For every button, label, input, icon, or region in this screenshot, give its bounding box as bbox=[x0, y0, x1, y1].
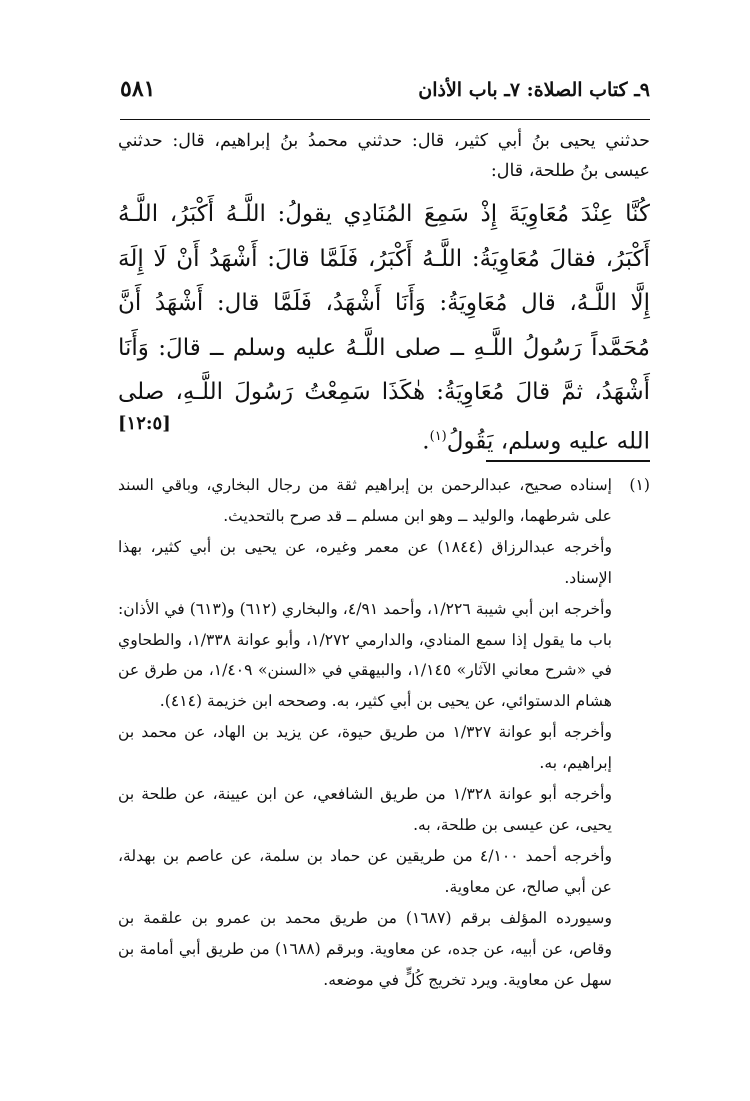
footnote-paragraph bbox=[118, 594, 650, 718]
reference-code: [١٢:٥] bbox=[118, 413, 171, 434]
page-header bbox=[120, 76, 650, 116]
page-number: ٥٨١ bbox=[120, 76, 156, 102]
footnote-rule bbox=[486, 460, 650, 462]
footnote-text: وأخرجه أبو عوانة ١/٣٢٧ من طريق حيوة، عن يزيد بن الهاد، عن محمد بن إبراهيم، به. bbox=[118, 723, 612, 773]
footnote-text: وسيورده المؤلف برقم (١٦٨٧) من طريق محمد بن عمرو بن علقمة بن وقاص، عن أبيه، عن جده، عن معاوية. وبرقم (١٦٨٨) من طريق أبي أمامة بن سهل عن معاوية. ويرد تخريج كُلٍّ في موضعه. bbox=[118, 908, 612, 989]
matn-end: . bbox=[422, 428, 430, 455]
footnote-paragraph bbox=[118, 841, 650, 903]
footnote-paragraph bbox=[118, 717, 650, 779]
footnote-number: (١) bbox=[629, 476, 650, 494]
hadith-matn bbox=[118, 192, 650, 464]
footnote-text: إسناده صحيح، عبدالرحمن بن إبراهيم ثقة من رجال البخاري، وباقي السند على شرطهما، والوليد ــ وهو ابن مسلم ــ قد صرح بالتحديث. bbox=[118, 476, 612, 525]
footnote-marker: (١) bbox=[429, 428, 447, 444]
running-title: ٩ـ كتاب الصلاة: ٧ـ باب الأذان bbox=[418, 79, 650, 101]
header-rule bbox=[120, 119, 650, 120]
hadith-text bbox=[118, 126, 650, 464]
footnote-paragraph bbox=[118, 779, 650, 841]
footnote-text: وأخرجه ابن أبي شيبة ١/٢٢٦، وأحمد ٤/٩١، والبخاري (٦١٢) و(٦١٣) في الأذان: باب ما يقول إذا سمع المنادي، والدارمي ١/٢٧٢، وأبو عوانة ١/٣٣٨، والطحاوي في «شرح معاني الآثار» ١/١٤٥، والبيهقي في «السنن» ١/٤٠٩، من طرق عن هشام الدستوائي، عن يحيى بن أبي كثير، به. وصححه ابن خزيمة (٤١٤). bbox=[118, 599, 612, 711]
footnote-text: وأخرجه أبو عوانة ١/٣٢٨ من طريق الشافعي، عن ابن عيينة، عن طلحة بن يحيى، عن عيسى بن طلحة، به. bbox=[118, 785, 612, 834]
footnote-paragraph bbox=[118, 903, 650, 996]
footnote-text: وأخرجه عبدالرزاق (١٨٤٤) عن معمر وغيره، عن يحيى بن أبي كثير، بهذا الإسناد. bbox=[118, 537, 612, 587]
footnote-paragraph bbox=[118, 470, 650, 532]
footnote-paragraph bbox=[118, 532, 650, 594]
matn-text: كُنَّا عِنْدَ مُعَاوِيَةَ إِذْ سَمِعَ المُنَادِي يقولُ: اللَّـهُ أَكْبَرُ، اللَّـهُ أَكْبَرُ، فقالَ مُعَاوِيَةُ: اللَّـهُ أَكْبَرُ، فَلَمَّا قالَ: أَشْهَدُ أَنْ لَا إِلَهَ إِلَّا اللَّـهُ، قال مُعَاوِيَةُ: وَأَنَا أَشْهَدُ، فَلَمَّا قال: أَشْهَدُ أَنَّ مُحَمَّداً رَسُولُ اللَّـهِ ــ صلى اللَّـهُ عليه وسلم ــ قالَ: وَأَنَا أَشْهَدُ، ثمَّ قالَ مُعَاوِيَةُ: هٰكَذَا سَمِعْتُ رَسُولَ اللَّـهِ، صلى الله عليه وسلم، يَقُولُ bbox=[118, 201, 650, 455]
footnotes bbox=[118, 470, 650, 995]
isnad-chain: حدثني يحيى بنُ أبي كثير، قال: حدثني محمدُ بنُ إبراهيم، قال: حدثني عيسى بنُ طلحة، قال: bbox=[118, 131, 650, 181]
footnote-text: وأخرجه أحمد ٤/١٠٠ من طريقين عن حماد بن سلمة، عن عاصم بن بهدلة، عن أبي صالح، عن معاوية. bbox=[118, 846, 612, 896]
